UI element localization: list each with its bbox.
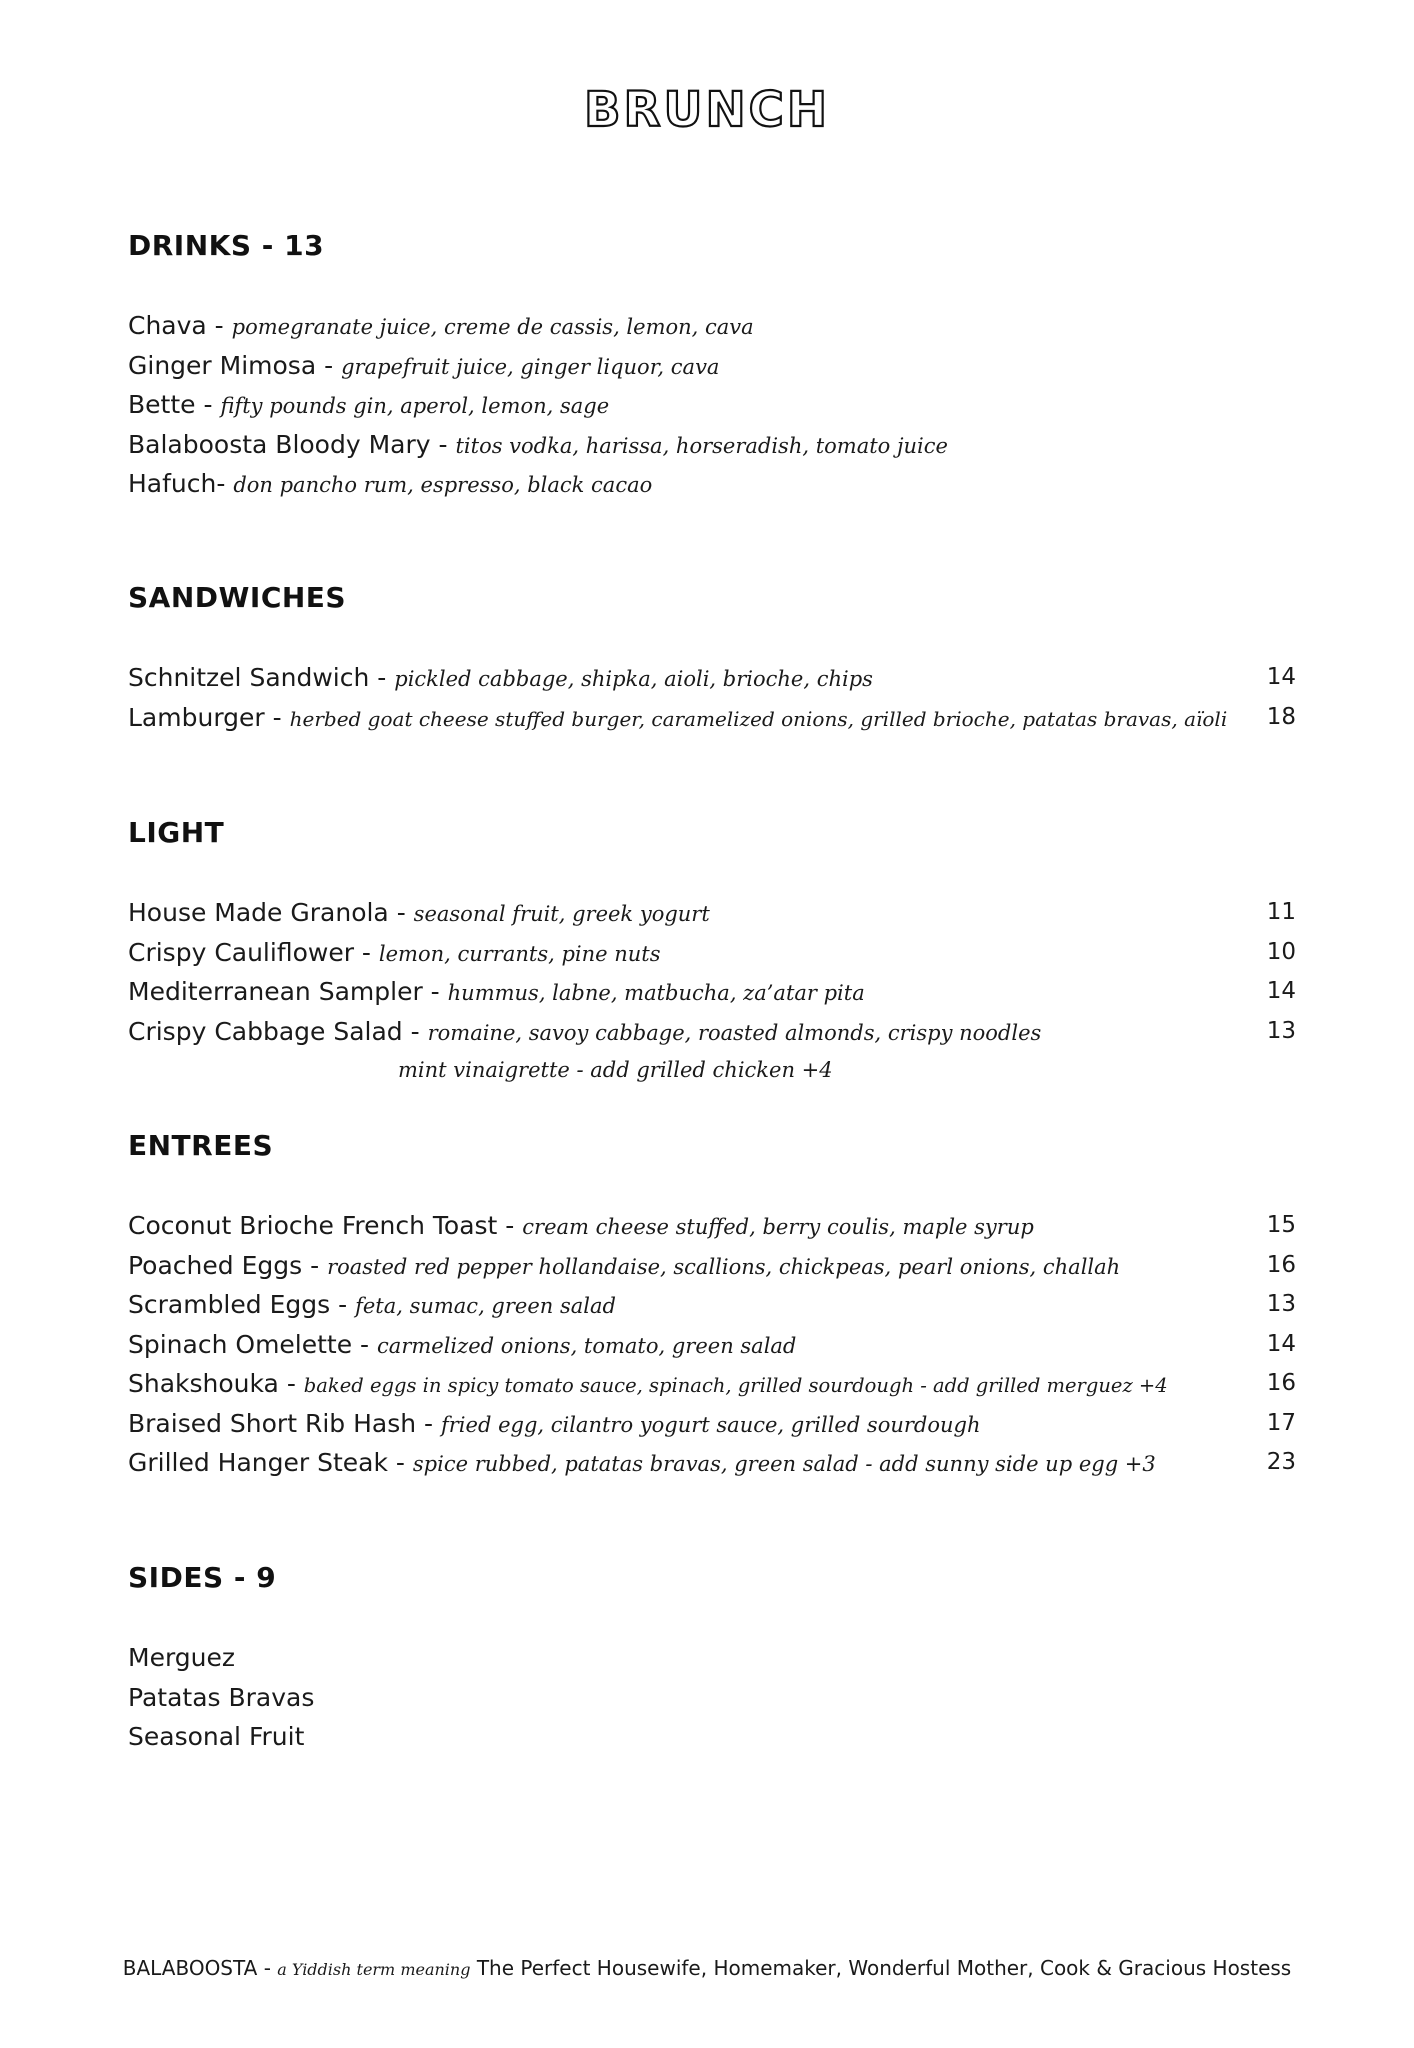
menu-item [128, 972, 1296, 1012]
item-name: Lamburger - [128, 702, 290, 732]
item-price: 14 [1266, 664, 1296, 690]
side-item [128, 1638, 1296, 1678]
menu-item-continuation [128, 1051, 1296, 1091]
item-name: Spinach Omelette - [128, 1329, 378, 1359]
item-name: Scrambled Eggs - [128, 1290, 356, 1319]
menu-item [128, 1325, 1296, 1365]
item-description: hummus, labne, matbucha, za’atar pita [447, 981, 865, 1005]
item-name: Balaboosta Bloody Mary - [128, 429, 456, 459]
item-description: don pancho rum, espresso, black cacao [233, 473, 653, 497]
drinks-section [128, 226, 1296, 504]
item-description: titos vodka, harissa, horseradish, tomato juice [455, 433, 948, 458]
item-price: 10 [1266, 938, 1296, 965]
menu-item [128, 698, 1296, 738]
item-name: Shakshouka - [128, 1369, 304, 1398]
item-description: pickled cabbage, shipka, aioli, brioche, chips [394, 667, 873, 691]
item-name: Seasonal Fruit [128, 1722, 305, 1751]
side-item [128, 1678, 1296, 1718]
item-price: 13 [1266, 1017, 1296, 1044]
item-price: 11 [1266, 899, 1296, 925]
sandwiches-list [128, 658, 1296, 737]
item-description: spice rubbed, patatas bravas, green salad - add sunny side up egg +3 [412, 1452, 1156, 1476]
item-price: 16 [1266, 1251, 1296, 1278]
item-description: romaine, savoy cabbage, roasted almonds, crispy noodles [427, 1020, 1042, 1045]
sides-list [128, 1638, 1296, 1757]
item-price: 23 [1266, 1449, 1296, 1475]
menu-item [128, 1364, 1296, 1404]
item-description: grapefruit juice, ginger liquor, cava [341, 354, 720, 379]
item-price: 13 [1266, 1291, 1296, 1317]
item-name: Grilled Hanger Steak - [128, 1448, 413, 1477]
sandwiches-section [128, 578, 1296, 737]
item-name: Bette - [128, 390, 221, 419]
sides-heading: SIDES - 9 [128, 1561, 277, 1594]
item-name: Braised Short Rib Hash - [128, 1408, 441, 1438]
item-price: 17 [1266, 1409, 1296, 1436]
menu-item [128, 933, 1296, 973]
menu-item [128, 1012, 1296, 1052]
entrees-heading: ENTREES [128, 1129, 274, 1162]
item-price: 18 [1266, 703, 1296, 730]
footer-meaning: The Perfect Housewife, Homemaker, Wonderful Mother, Cook & Gracious Hostess [470, 1956, 1292, 1980]
side-item [128, 1717, 1296, 1757]
menu-item [128, 346, 1296, 386]
item-name: Hafuch- [128, 469, 234, 498]
item-name: Poached Eggs - [128, 1250, 328, 1280]
item-name: Schnitzel Sandwich - [128, 663, 395, 692]
menu-item [128, 658, 1296, 698]
item-name: Crispy Cauliflower - [128, 937, 379, 967]
item-name: Crispy Cabbage Salad - [128, 1016, 428, 1046]
item-price: 14 [1266, 1330, 1296, 1357]
light-heading: LIGHT [128, 816, 225, 849]
menu-item [128, 1443, 1296, 1483]
sandwiches-heading: SANDWICHES [128, 581, 347, 614]
footer-tagline [0, 1956, 1414, 1980]
item-description: cream cheese stuffed, berry coulis, maple syrup [522, 1215, 1034, 1239]
menu-item [128, 306, 1296, 346]
item-description: lemon, currants, pine nuts [378, 941, 661, 966]
menu-item [128, 1285, 1296, 1325]
drinks-list [128, 306, 1296, 504]
light-section [128, 813, 1296, 1091]
menu-item [128, 893, 1296, 933]
item-price: 15 [1266, 1212, 1296, 1238]
item-description: pomegranate juice, creme de cassis, lemon, cava [231, 315, 754, 339]
item-description: herbed goat cheese stuffed burger, caramelized onions, grilled brioche, patatas bravas, aïoli [289, 706, 1228, 731]
item-name: Ginger Mimosa - [128, 350, 342, 380]
item-description: fifty pounds gin, aperol, lemon, sage [220, 394, 610, 418]
footer-italic: a Yiddish term meaning [277, 1960, 471, 1979]
item-name: House Made Granola - [128, 898, 414, 927]
menu-item [128, 1206, 1296, 1246]
item-description: baked eggs in spicy tomato sauce, spinach, grilled sourdough - add grilled merguez +4 [303, 1374, 1168, 1397]
light-list [128, 893, 1296, 1091]
item-description: mint vinaigrette - add grilled chicken +4 [398, 1058, 833, 1082]
item-description: feta, sumac, green salad [355, 1294, 616, 1318]
item-name: Mediterranean Sampler - [128, 977, 448, 1006]
menu-item [128, 1246, 1296, 1286]
item-description: seasonal fruit, greek yogurt [413, 902, 710, 926]
entrees-section [128, 1126, 1296, 1483]
menu-item [128, 464, 1296, 504]
item-price: 16 [1266, 1370, 1296, 1396]
item-name: Coconut Brioche French Toast - [128, 1211, 523, 1240]
menu-item [128, 425, 1296, 465]
footer-brand: BALABOOSTA - [122, 1956, 278, 1980]
menu-item [128, 385, 1296, 425]
sides-section [128, 1558, 1296, 1757]
item-description: carmelized onions, tomato, green salad [377, 1333, 797, 1358]
item-description: roasted red pepper hollandaise, scallions, chickpeas, pearl onions, challah [327, 1254, 1121, 1279]
entrees-list [128, 1206, 1296, 1483]
item-name: Patatas Bravas [128, 1682, 315, 1712]
item-name: Chava - [128, 311, 232, 340]
drinks-heading: DRINKS - 13 [128, 229, 325, 262]
item-description: fried egg, cilantro yogurt sauce, grilled sourdough [441, 1412, 981, 1437]
item-price: 14 [1266, 978, 1296, 1004]
menu-item [128, 1404, 1296, 1444]
item-name: Merguez [128, 1643, 236, 1672]
menu-title: BRUNCH [583, 82, 831, 138]
